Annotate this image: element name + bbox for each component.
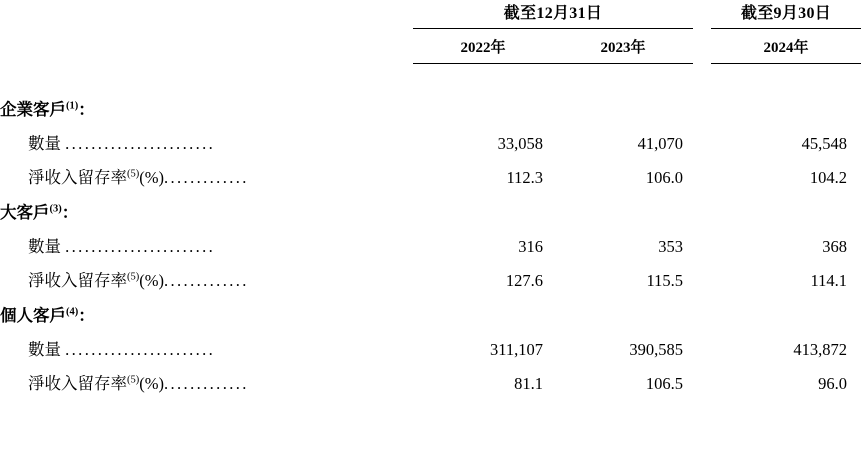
year-col-2023: 2023年 [600,40,646,56]
leader-dots: ....................... [65,237,216,256]
group-header-row [0,90,861,125]
leader-dots: ............. [163,271,249,290]
value-enterprise-count-2022: 33,058 [497,134,543,153]
group-label-footnote: (3) [49,203,62,215]
row-label-text: 數量 [28,340,61,359]
value-key-accounts-nrr-2024: 114.1 [810,271,847,290]
group-label-colon: ： [61,203,79,222]
group-label-colon: ： [78,306,95,325]
year-col-2022: 2022年 [460,40,506,56]
row-gap-cell [693,365,711,399]
leader-dots: ............. [163,374,249,393]
value-enterprise-count-2024: 45,548 [801,134,847,153]
year-corner-cell [0,29,413,63]
value-individual-nrr-2023: 106.5 [645,374,683,393]
row-label-key-accounts-nrr [0,262,413,296]
header-year-row [0,29,861,63]
year-col-2024: 2024年 [763,40,809,56]
leader-dots: ....................... [65,134,216,153]
group-label-text: 企業客戶 [0,100,66,119]
row-label-text: 數量 [28,237,61,256]
table-row [0,125,861,159]
value-enterprise-count-2023: 41,070 [637,134,683,153]
value-key-accounts-nrr-2022: 127.6 [505,271,543,290]
group-header-row [0,193,861,228]
value-individual-nrr-2024: 96.0 [818,374,847,393]
row-label-suffix: (%) [139,168,164,187]
row-label-individual-nrr [0,365,413,399]
leader-dots: ....................... [65,340,216,359]
value-enterprise-nrr-2023: 106.0 [645,168,683,187]
group-label-enterprise [0,90,861,125]
row-label-text: 數量 [28,134,61,153]
value-key-accounts-count-2023: 353 [658,237,683,256]
group-label-key-accounts [0,193,861,228]
row-gap-cell [693,262,711,296]
row-gap-cell [693,125,711,159]
row-label-individual-count [0,331,413,365]
year-gap-cell [693,29,711,63]
value-individual-count-2022: 311,107 [489,340,543,359]
row-gap-cell [693,331,711,365]
value-key-accounts-count-2024: 368 [822,237,847,256]
group-label-text: 個人客戶 [0,306,66,325]
table-row [0,262,861,296]
row-label-text: 淨收入留存率 [28,168,127,187]
header-group-sep30: 截至9月30日 [740,5,832,22]
group-label-footnote: (1) [66,100,79,112]
header-corner-cell [0,0,413,28]
group-header-row [0,296,861,331]
value-key-accounts-count-2022: 316 [518,237,543,256]
row-gap-cell [693,228,711,262]
group-label-footnote: (4) [66,306,79,318]
table-row [0,159,861,193]
header-group-dec31: 截至12月31日 [503,5,603,22]
row-label-suffix: (%) [139,374,164,393]
spacer-cell [0,64,861,90]
row-label-enterprise-nrr [0,159,413,193]
table-row [0,228,861,262]
value-key-accounts-nrr-2023: 115.5 [646,271,683,290]
row-label-text: 淨收入留存率 [28,374,127,393]
header-body-spacer [0,64,861,90]
value-enterprise-nrr-2022: 112.3 [506,168,543,187]
row-label-key-accounts-count [0,228,413,262]
row-label-text: 淨收入留存率 [28,271,127,290]
row-label-enterprise-count [0,125,413,159]
group-label-text: 大客戶 [0,203,50,222]
value-individual-count-2023: 390,585 [629,340,683,359]
row-label-suffix: (%) [139,271,164,290]
row-gap-cell [693,159,711,193]
group-label-individual [0,296,861,331]
table-row [0,365,861,399]
row-label-footnote: (5) [127,374,140,386]
value-enterprise-nrr-2024: 104.2 [809,168,847,187]
table-row [0,331,861,365]
header-gap-cell [693,0,711,28]
value-individual-count-2024: 413,872 [793,340,847,359]
group-label-colon: ： [78,100,95,119]
row-label-footnote: (5) [127,271,140,283]
header-group-row [0,0,861,28]
leader-dots: ............. [163,168,249,187]
row-label-footnote: (5) [127,168,140,180]
value-individual-nrr-2022: 81.1 [514,374,543,393]
